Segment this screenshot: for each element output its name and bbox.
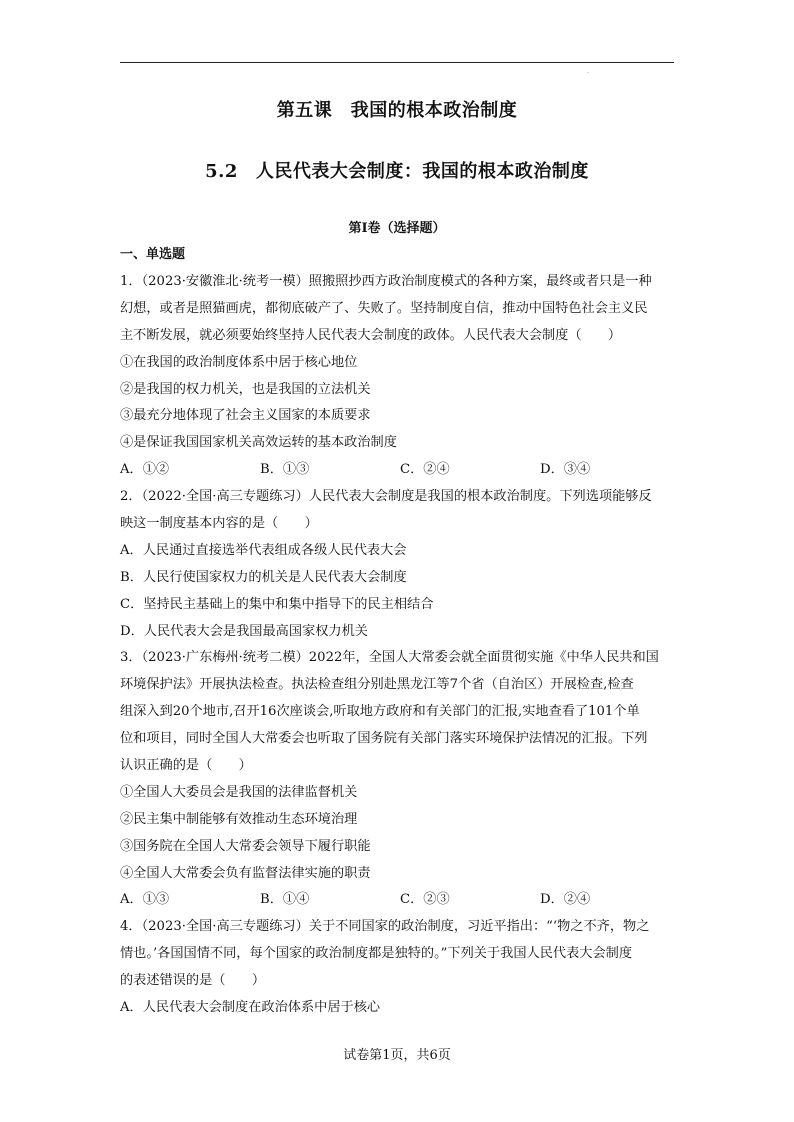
question-stem-line: 主不断发展，就必须要始终坚持人民代表大会制度的政体。人民代表大会制度（ ） [120,327,622,343]
section-number: 5.2 [205,161,238,182]
section-heading [0,157,794,183]
choice-a[interactable]: A．人民代表大会制度在政治体系中居于核心 [120,1000,381,1016]
question-stem-line: 4．（2023·全国·高三专题练习）关于不同国家的政治制度，习近平指出：“‘物之不齐，物之 [120,919,650,935]
section-title: 人民代表大会制度：我国的根本政治制度 [255,161,589,182]
statement: ④是保证我国国家机关高效运转的基本政治制度 [120,435,397,451]
page-footer: 试卷第1页，共6页 [343,1048,451,1063]
statement: ③最充分地体现了社会主义国家的本质要求 [120,408,371,424]
question-stem-line: 情也。’各国国情不同，每个国家的政治制度都是独特的。”下列关于我国人民代表大会制度 [120,946,633,962]
answer-options [120,887,680,914]
question-stem-line: 的表述错误的是（ ） [120,973,266,989]
statement: ②是我国的权力机关，也是我国的立法机关 [120,381,371,397]
question-stem-line: 组深入到20个地市,召开16次座谈会,听取地方政府和有关部门的汇报,实地查看了101个单 [120,704,640,720]
option-d[interactable]: D．②④ [540,892,591,908]
option-b[interactable]: B．①③ [260,462,310,478]
statement: ③国务院在全国人大常委会领导下履行职能 [120,838,371,854]
question-4 [120,914,680,1022]
choice-b[interactable]: B．人民行使国家权力的机关是人民代表大会制度 [120,569,407,585]
statement: ①在我国的政治制度体系中居于核心地位 [120,354,358,370]
corner-mark: · [587,70,589,77]
option-c[interactable]: C．②④ [400,462,450,478]
answer-options [120,457,680,484]
question-3 [120,645,680,914]
part-label: 一、单选题 [120,247,186,262]
option-b[interactable]: B．①④ [260,892,310,908]
option-d[interactable]: D．③④ [540,462,591,478]
statement: ②民主集中制能够有效推动生态环境治理 [120,811,358,827]
header-rule [120,62,674,63]
question-stem-line: 幻想，或者是照猫画虎，都彻底破产了、失败了。坚持制度自信，推动中国特色社会主义民 [120,300,648,316]
choice-d[interactable]: D．人民代表大会是我国最高国家权力机关 [120,623,368,639]
statement: ④全国人大常委会负有监督法律实施的职责 [120,865,371,881]
choice-a[interactable]: A．人民通过直接选举代表组成各级人民代表大会 [120,542,407,558]
question-stem-line: 映这一制度基本内容的是（ ） [120,516,318,532]
lesson-title: 第五课 我国的根本政治制度 [276,100,518,121]
question-stem-line: 认识正确的是（ ） [120,758,252,774]
statement: ①全国人大委员会是我国的法律监督机关 [120,784,358,800]
question-list [120,269,680,1022]
option-a[interactable]: A．①③ [120,892,170,908]
question-stem-line: 环境保护法》开展执法检查。执法检查组分别赴黑龙江等7个省（自治区）开展检查,检查 [120,677,634,693]
question-stem-line: 1．（2023·安徽淮北·统考一模）照搬照抄西方政治制度模式的各种方案，最终或者只是一种 [120,274,652,289]
question-stem-line: 位和项目，同时全国人大常委会也听取了国务院有关部门落实环境保护法情况的汇报。下列 [120,731,648,747]
option-a[interactable]: A．①② [120,462,170,478]
choice-c[interactable]: C．坚持民主基础上的集中和集中指导下的民主相结合 [120,596,434,612]
question-1 [120,269,680,484]
question-stem-line: 3．（2023·广东梅州·统考二模）2022年，全国人大常委会就全面贯彻实施《中华人民共和国 [120,650,659,666]
volume-label: 第I卷（选择题） [348,221,446,236]
question-2 [120,484,680,645]
option-c[interactable]: C．②③ [400,892,450,908]
question-stem-line: 2．（2022·全国·高三专题练习）人民代表大会制度是我国的根本政治制度。下列选项能够反 [120,489,652,505]
